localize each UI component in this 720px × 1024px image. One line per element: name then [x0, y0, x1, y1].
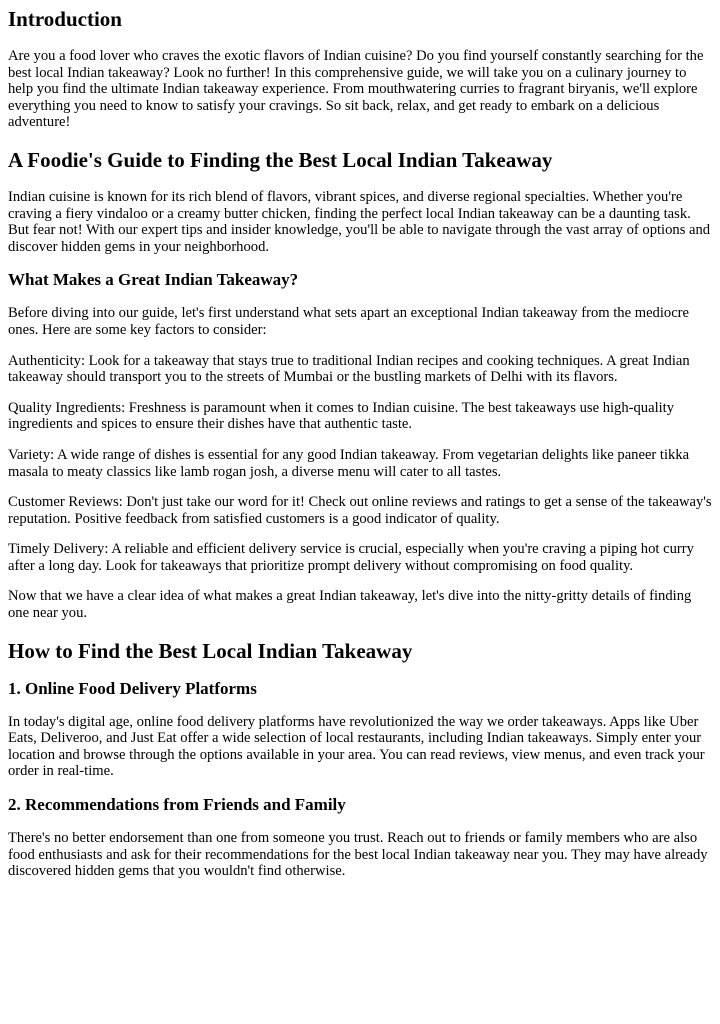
factor-timely-delivery: Timely Delivery: A reliable and efficient delivery service is crucial, especially when you're craving a piping hot curry after a long day. Look for takeaways that prioritize prompt delivery without compromising on food quality.	[8, 541, 694, 574]
intro-paragraph: Are you a food lover who craves the exotic flavors of Indian cuisine? Do you find yourself constantly searching for the best local Indian takeaway? Look no further! In this comprehensive guide, we will take you on a culinary journey to help you find the ultimate Indian takeaway experience. From mouthwatering curries to fragrant biryanis, we'll explore everything you need to know to satisfy your cravings. So sit back, relax, and get ready to embark on a delicious adventure!	[8, 48, 704, 131]
section-recommendations-heading: 2. Recommendations from Friends and Family	[8, 795, 346, 815]
what-makes-intro: Before diving into our guide, let's first understand what sets apart an exceptional Indian takeaway from the mediocre ones. Here are some key factors to consider:	[8, 305, 690, 338]
what-makes-heading: What Makes a Great Indian Takeaway?	[8, 270, 299, 290]
section-online-platforms-paragraph: In today's digital age, online food delivery platforms have revolutionized the way we order takeaways. Apps like Uber Eats, Deliveroo, and Just Eat offer a wide selection of local restaurants, including Indian takeaways. Simply enter your location and browse through the options available in your area. You can read reviews, view menus, and even track your order in real-time.	[8, 713, 705, 780]
how-to-heading: How to Find the Best Local Indian Takeaway	[8, 638, 413, 663]
factor-customer-reviews: Customer Reviews: Don't just take our word for it! Check out online reviews and ratings to get a sense of the takeaway's reputation. Positive feedback from satisfied customers is a good indicator of quality.	[8, 494, 712, 527]
guide-paragraph: Indian cuisine is known for its rich blend of flavors, vibrant spices, and diverse regional specialties. Whether you're craving a fiery vindaloo or a creamy butter chicken, finding the perfect local Indian takeaway can be a daunting task. But fear not! With our expert tips and insider knowledge, you'll be able to navigate through the vast array of options and discover hidden gems in your neighborhood.	[8, 188, 711, 255]
section-online-platforms-heading: 1. Online Food Delivery Platforms	[8, 678, 257, 698]
factor-quality-ingredients: Quality Ingredients: Freshness is paramount when it comes to Indian cuisine. The best takeaways use high-quality ingredients and spices to ensure their dishes have that authentic taste.	[8, 399, 675, 433]
section-recommendations-paragraph: There's no better endorsement than one from someone you trust. Reach out to friends or family members who are also food enthusiasts and ask for their recommendations for the best local Indian takeaway near you. They may have already discovered hidden gems that you wouldn't find otherwise.	[8, 830, 708, 880]
what-makes-outro: Now that we have a clear idea of what makes a great Indian takeaway, let's dive into the nitty-gritty details of finding one near you.	[8, 588, 692, 622]
intro-heading: Introduction	[8, 7, 122, 31]
article	[0, 7, 720, 880]
factor-variety: Variety: A wide range of dishes is essential for any good Indian takeaway. From vegetarian delights like paneer tikka masala to meaty classics like lamb rogan josh, a diverse menu will cater to all tastes.	[8, 446, 690, 480]
guide-heading: A Foodie's Guide to Finding the Best Local Indian Takeaway	[8, 147, 553, 172]
factor-authenticity: Authenticity: Look for a takeaway that stays true to traditional Indian recipes and cooking techniques. A great Indian takeaway should transport you to the streets of Mumbai or the bustling markets of Delhi with its flavors.	[8, 352, 690, 386]
